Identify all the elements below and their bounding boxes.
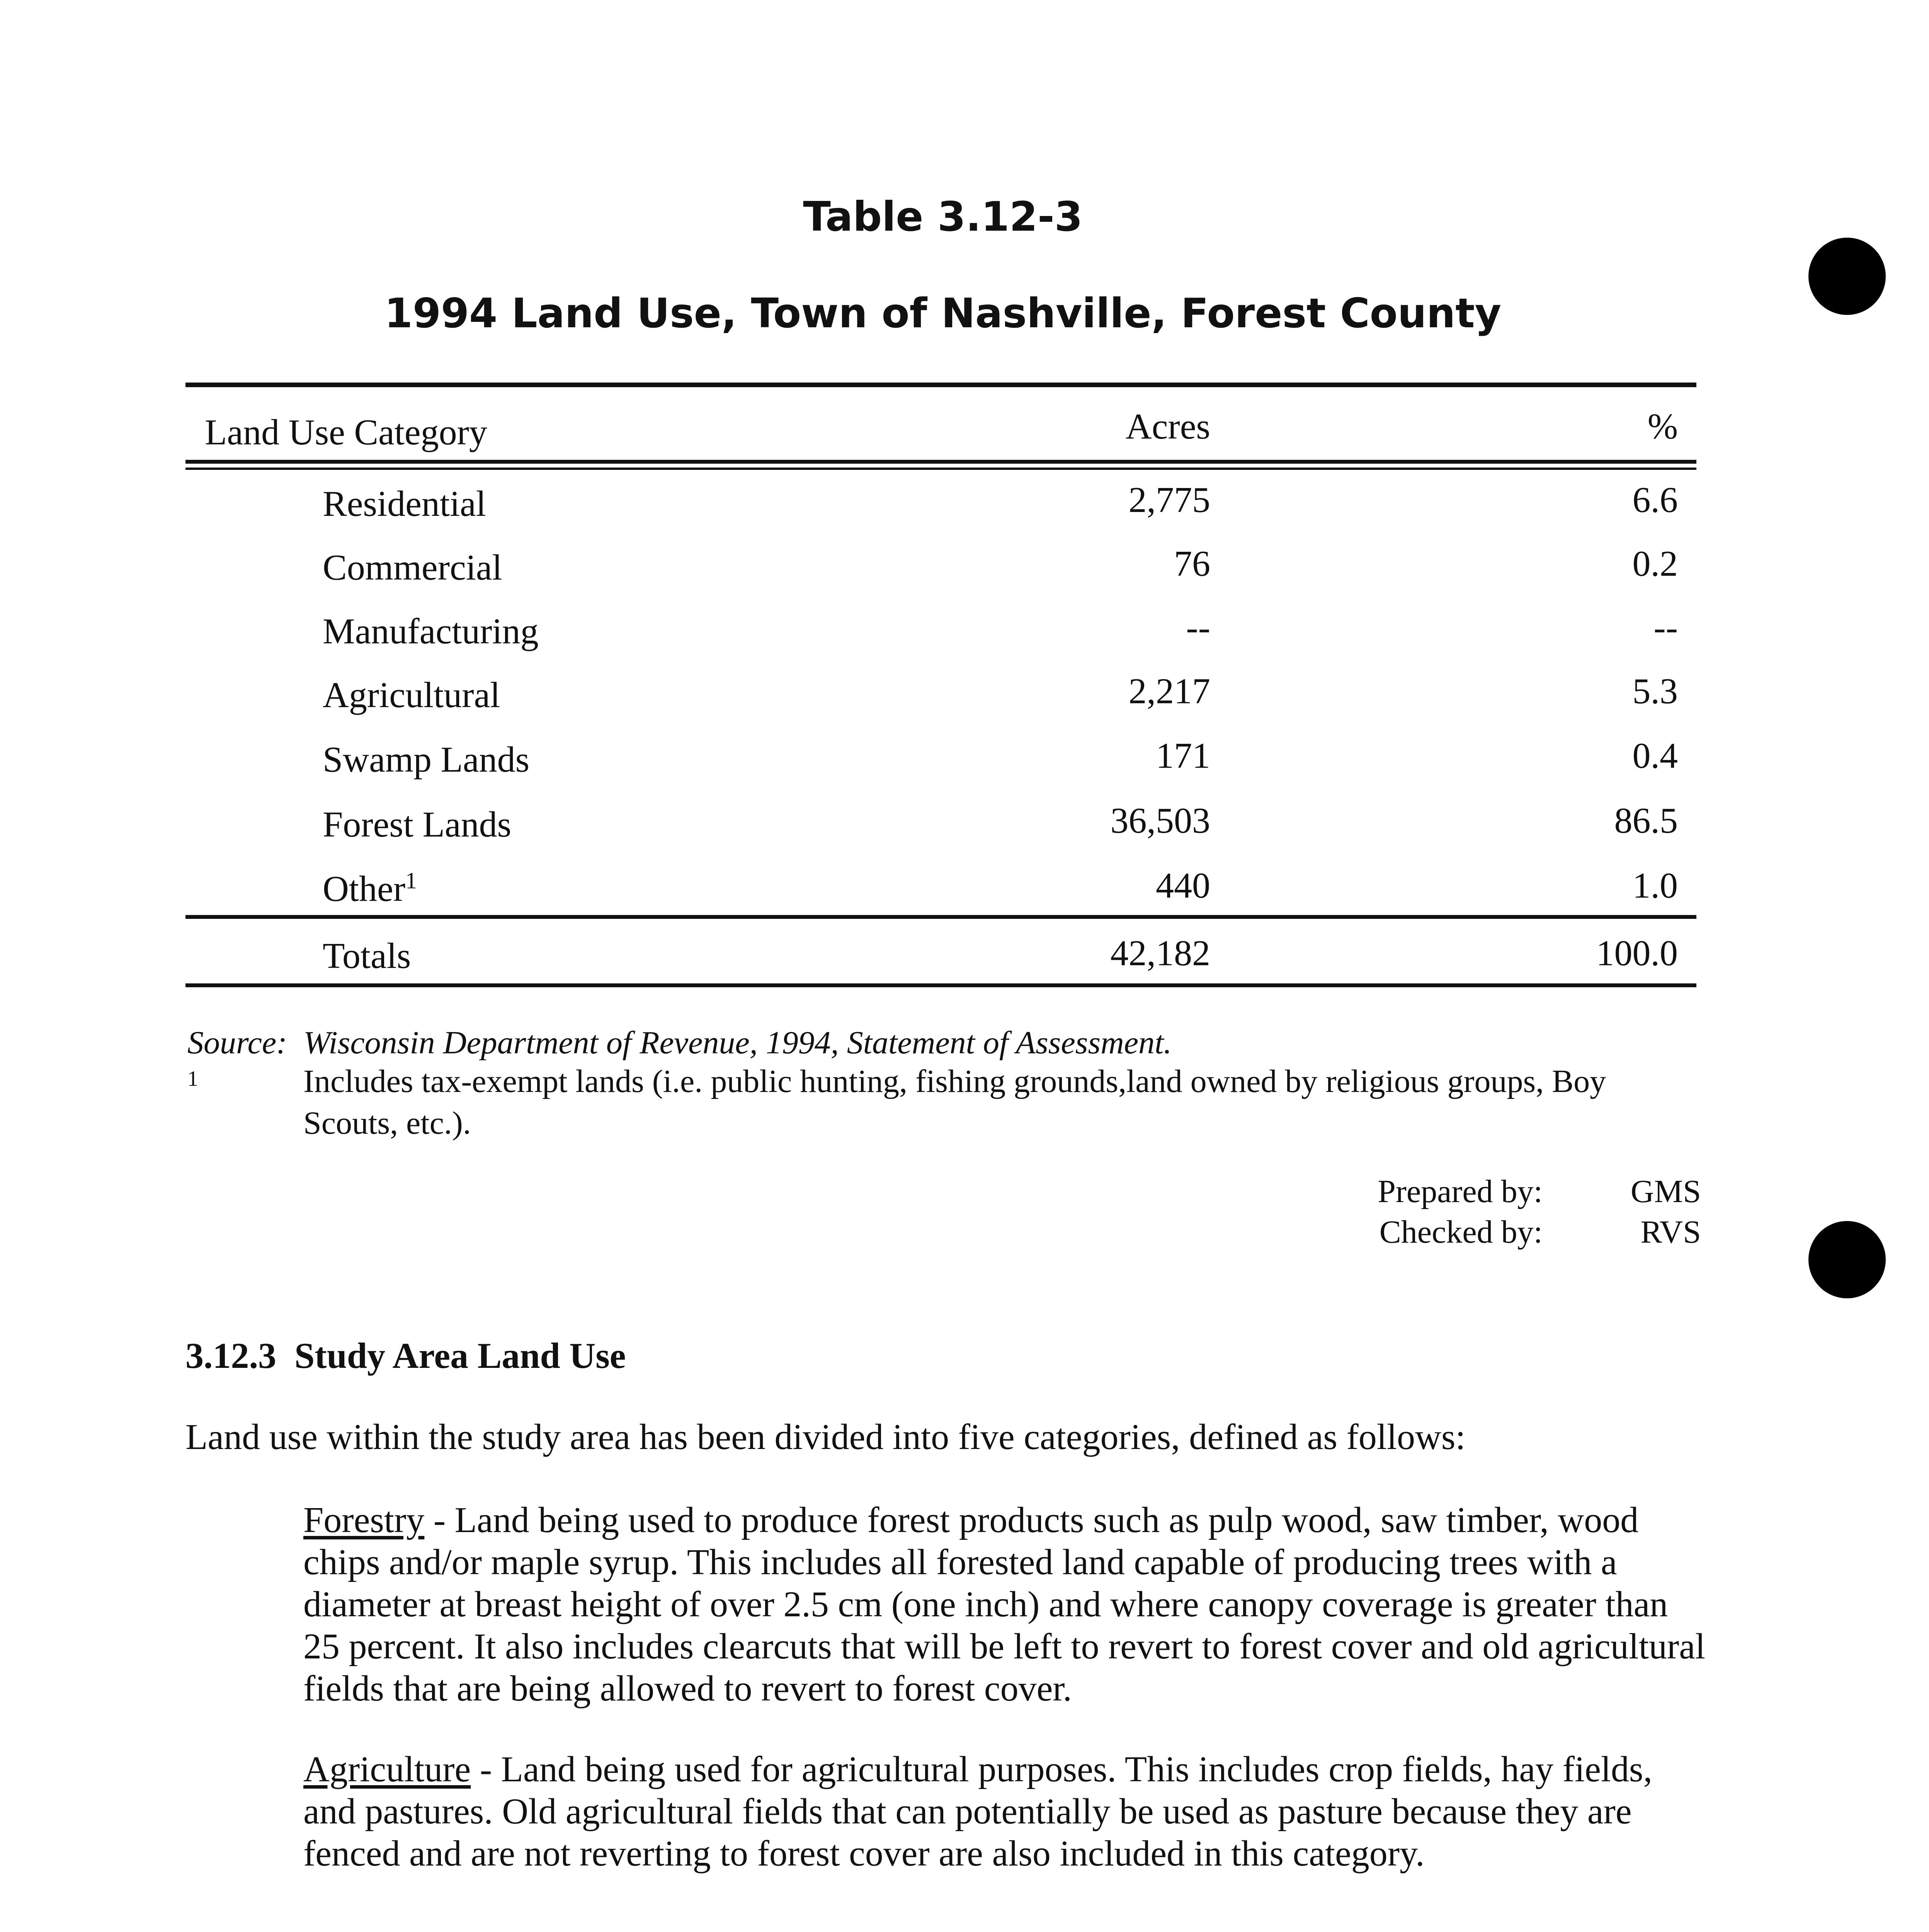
table-row-percent: 0.4 <box>1632 736 1678 776</box>
column-header-percent: % <box>1647 406 1678 447</box>
footnote-marker: 1 <box>405 868 417 893</box>
table-row-acres: 76 <box>1174 544 1210 584</box>
table-row-percent: 0.2 <box>1632 544 1678 584</box>
table-row-acres: 440 <box>1156 866 1210 906</box>
totals-top-rule <box>185 915 1696 919</box>
totals-acres: 42,182 <box>1110 933 1210 973</box>
table-row-category <box>323 867 417 910</box>
table-row-acres: -- <box>1186 607 1210 648</box>
table-row-category: Manufacturing <box>323 611 539 651</box>
table-row-acres: 171 <box>1156 736 1210 776</box>
definition-text: - Land being used to produce forest products such as pulp wood, saw timber, wood chips and/or maple syrup. This includes all forested land capable of producing trees with a diameter at breast height of over 2.5 cm (one inch) and where canopy coverage is greater than 25 percent. It also includes clearcuts that will be left to revert to forest cover and old agricultural fields that are being allowed to revert to forest cover. <box>303 1500 1706 1709</box>
footnote-number: 1 <box>187 1067 198 1091</box>
totals-percent: 100.0 <box>1596 933 1678 973</box>
binder-hole-top <box>1808 238 1886 315</box>
source-text: Wisconsin Department of Revenue, 1994, Statement of Assessment. <box>303 1025 1172 1061</box>
table-top-rule <box>185 383 1696 387</box>
checked-by-label: Checked by: <box>1379 1214 1543 1250</box>
table-number: Table 3.12-3 <box>803 193 1083 240</box>
section-heading: 3.12.3 Study Area Land Use <box>185 1336 626 1376</box>
prepared-by-value: GMS <box>1630 1173 1701 1209</box>
section-intro: Land use within the study area has been divided into five categories, defined as follows: <box>185 1417 1466 1457</box>
source-label: Source: <box>187 1025 287 1061</box>
table-row-percent: -- <box>1653 607 1678 648</box>
definition-forestry <box>303 1499 1710 1710</box>
table-title: 1994 Land Use, Town of Nashville, Forest County <box>384 290 1502 337</box>
totals-label: Totals <box>323 936 411 976</box>
header-rule-1 <box>185 460 1696 464</box>
prepared-by-label: Prepared by: <box>1378 1173 1543 1209</box>
table-row-percent: 86.5 <box>1614 801 1678 841</box>
table-row-category: Residential <box>323 484 486 524</box>
table-row-category: Forest Lands <box>323 804 512 845</box>
table-row-category: Agricultural <box>323 675 500 715</box>
table-row-percent: 5.3 <box>1632 671 1678 711</box>
table-row-acres: 2,217 <box>1128 671 1210 711</box>
column-header-category: Land Use Category <box>205 412 487 452</box>
checked-by-value: RVS <box>1640 1214 1701 1250</box>
category-text: Other <box>323 869 406 909</box>
definition-term: Forestry <box>303 1500 425 1540</box>
table-row-category: Commercial <box>323 548 502 588</box>
table-row-category: Swamp Lands <box>323 740 530 780</box>
table-bottom-rule <box>185 983 1696 987</box>
binder-hole-middle <box>1808 1221 1886 1298</box>
header-rule-2 <box>185 468 1696 470</box>
definition-agriculture <box>303 1748 1710 1875</box>
table-row-percent: 1.0 <box>1632 866 1678 906</box>
table-row-acres: 2,775 <box>1128 480 1210 520</box>
definition-text: - Land being used for agricultural purposes. This includes crop fields, hay fields, and pastures. Old agricultural fields that can potentially be used as pasture because they are fenced and are not reverting to forest cover are also included in this category. <box>303 1749 1652 1874</box>
definition-term: Agriculture <box>303 1749 471 1789</box>
column-header-acres: Acres <box>1125 406 1210 447</box>
table-row-percent: 6.6 <box>1632 480 1678 520</box>
table-row-acres: 36,503 <box>1110 801 1210 841</box>
footnote-text: Includes tax-exempt lands (i.e. public hunting, fishing grounds,land owned by religious groups, Boy Scouts, etc.). <box>303 1063 1606 1141</box>
